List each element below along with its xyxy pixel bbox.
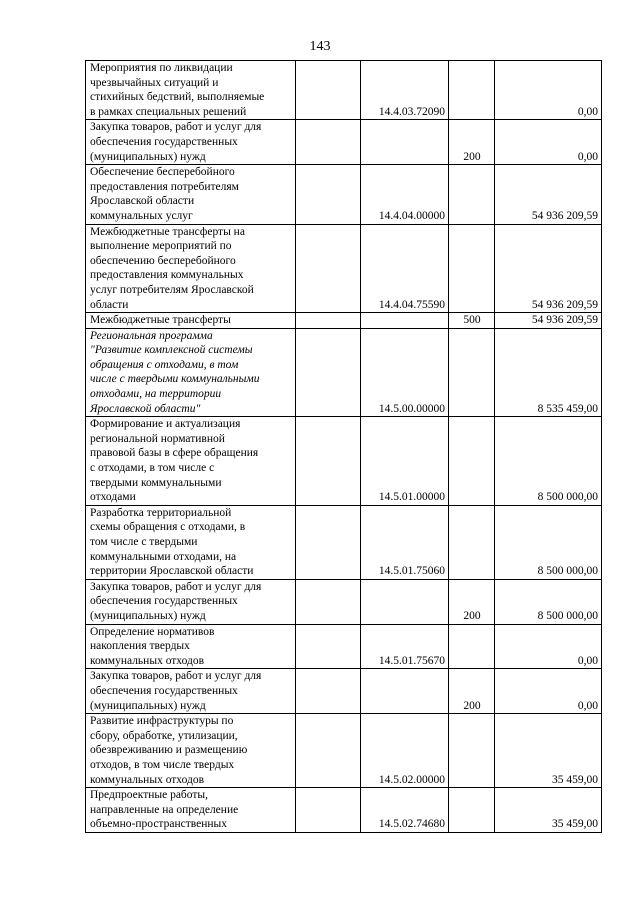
row-code-cell: 14.5.01.00000 xyxy=(361,417,449,506)
table-row xyxy=(86,417,602,506)
row-empty-cell xyxy=(296,417,361,506)
row-expense-type-cell xyxy=(449,417,495,506)
table-row xyxy=(86,61,602,120)
row-expense-type-cell xyxy=(449,224,495,313)
table-row xyxy=(86,165,602,224)
table-row xyxy=(86,579,602,624)
row-empty-cell xyxy=(296,328,361,417)
row-code-cell xyxy=(361,669,449,714)
table-row xyxy=(86,224,602,313)
budget-table xyxy=(85,60,602,833)
table-row xyxy=(86,669,602,714)
row-expense-type-cell xyxy=(449,624,495,669)
row-expense-type-cell: 200 xyxy=(449,669,495,714)
row-name-cell: Закупка товаров, работ и услуг для обеспечения государственных (муниципальных) нужд xyxy=(86,669,296,714)
row-expense-type-cell xyxy=(449,165,495,224)
row-amount-cell: 54 936 209,59 xyxy=(495,313,602,329)
row-amount-cell: 8 500 000,00 xyxy=(495,579,602,624)
row-empty-cell xyxy=(296,165,361,224)
row-amount-cell: 35 459,00 xyxy=(495,714,602,788)
row-name-cell: Закупка товаров, работ и услуг для обеспечения государственных (муниципальных) нужд xyxy=(86,120,296,165)
row-amount-cell: 54 936 209,59 xyxy=(495,224,602,313)
table-row xyxy=(86,313,602,329)
row-code-cell: 14.5.01.75670 xyxy=(361,624,449,669)
row-code-cell xyxy=(361,579,449,624)
row-code-cell: 14.4.04.75590 xyxy=(361,224,449,313)
row-name-cell: Региональная программа "Развитие комплексной системы обращения с отходами, в том числе с твердыми коммунальными отходами, на территории Ярославской области" xyxy=(86,328,296,417)
row-code-cell: 14.5.02.00000 xyxy=(361,714,449,788)
row-name-cell: Развитие инфраструктуры по сбору, обработке, утилизации, обезвреживанию и размещению отходов, в том числе твердых коммунальных отходов xyxy=(86,714,296,788)
row-amount-cell: 8 500 000,00 xyxy=(495,505,602,579)
row-empty-cell xyxy=(296,61,361,120)
row-expense-type-cell: 200 xyxy=(449,120,495,165)
row-empty-cell xyxy=(296,224,361,313)
row-code-cell: 14.5.01.75060 xyxy=(361,505,449,579)
row-name-cell: Закупка товаров, работ и услуг для обеспечения государственных (муниципальных) нужд xyxy=(86,579,296,624)
row-code-cell: 14.5.00.00000 xyxy=(361,328,449,417)
row-expense-type-cell xyxy=(449,61,495,120)
row-code-cell: 14.4.03.72090 xyxy=(361,61,449,120)
row-name-cell: Формирование и актуализация региональной нормативной правовой базы в сфере обращения с отходами, в том числе с твердыми коммунальными отходами xyxy=(86,417,296,506)
table-row xyxy=(86,328,602,417)
table-row xyxy=(86,714,602,788)
table-row xyxy=(86,505,602,579)
row-amount-cell: 35 459,00 xyxy=(495,788,602,833)
table-row xyxy=(86,624,602,669)
row-name-cell: Межбюджетные трансферты xyxy=(86,313,296,329)
row-amount-cell: 0,00 xyxy=(495,669,602,714)
row-amount-cell: 0,00 xyxy=(495,624,602,669)
budget-table-body xyxy=(86,61,602,833)
row-code-cell: 14.5.02.74680 xyxy=(361,788,449,833)
row-expense-type-cell xyxy=(449,788,495,833)
table-row xyxy=(86,788,602,833)
row-empty-cell xyxy=(296,505,361,579)
row-amount-cell: 0,00 xyxy=(495,61,602,120)
table-row xyxy=(86,120,602,165)
row-code-cell xyxy=(361,120,449,165)
row-amount-cell: 0,00 xyxy=(495,120,602,165)
row-empty-cell xyxy=(296,313,361,329)
row-amount-cell: 54 936 209,59 xyxy=(495,165,602,224)
row-amount-cell: 8 500 000,00 xyxy=(495,417,602,506)
row-empty-cell xyxy=(296,669,361,714)
page-number: 143 xyxy=(309,39,331,54)
row-name-cell: Разработка территориальной схемы обращения с отходами, в том числе с твердыми коммунальными отходами, на территории Ярославской области xyxy=(86,505,296,579)
row-expense-type-cell: 200 xyxy=(449,579,495,624)
row-code-cell: 14.4.04.00000 xyxy=(361,165,449,224)
row-expense-type-cell xyxy=(449,328,495,417)
row-code-cell xyxy=(361,313,449,329)
row-empty-cell xyxy=(296,714,361,788)
row-amount-cell: 8 535 459,00 xyxy=(495,328,602,417)
row-name-cell: Межбюджетные трансферты на выполнение мероприятий по обеспечению бесперебойного предоставления коммунальных услуг потребителям Ярославской области xyxy=(86,224,296,313)
row-empty-cell xyxy=(296,788,361,833)
row-name-cell: Предпроектные работы, направленные на определение объемно-пространственных xyxy=(86,788,296,833)
row-name-cell: Обеспечение бесперебойного предоставления потребителям Ярославской области коммунальных услуг xyxy=(86,165,296,224)
row-empty-cell xyxy=(296,120,361,165)
row-empty-cell xyxy=(296,579,361,624)
row-name-cell: Определение нормативов накопления твердых коммунальных отходов xyxy=(86,624,296,669)
row-expense-type-cell: 500 xyxy=(449,313,495,329)
row-expense-type-cell xyxy=(449,505,495,579)
row-expense-type-cell xyxy=(449,714,495,788)
row-empty-cell xyxy=(296,624,361,669)
row-name-cell: Мероприятия по ликвидации чрезвычайных ситуаций и стихийных бедствий, выполняемые в рамках специальных решений xyxy=(86,61,296,120)
